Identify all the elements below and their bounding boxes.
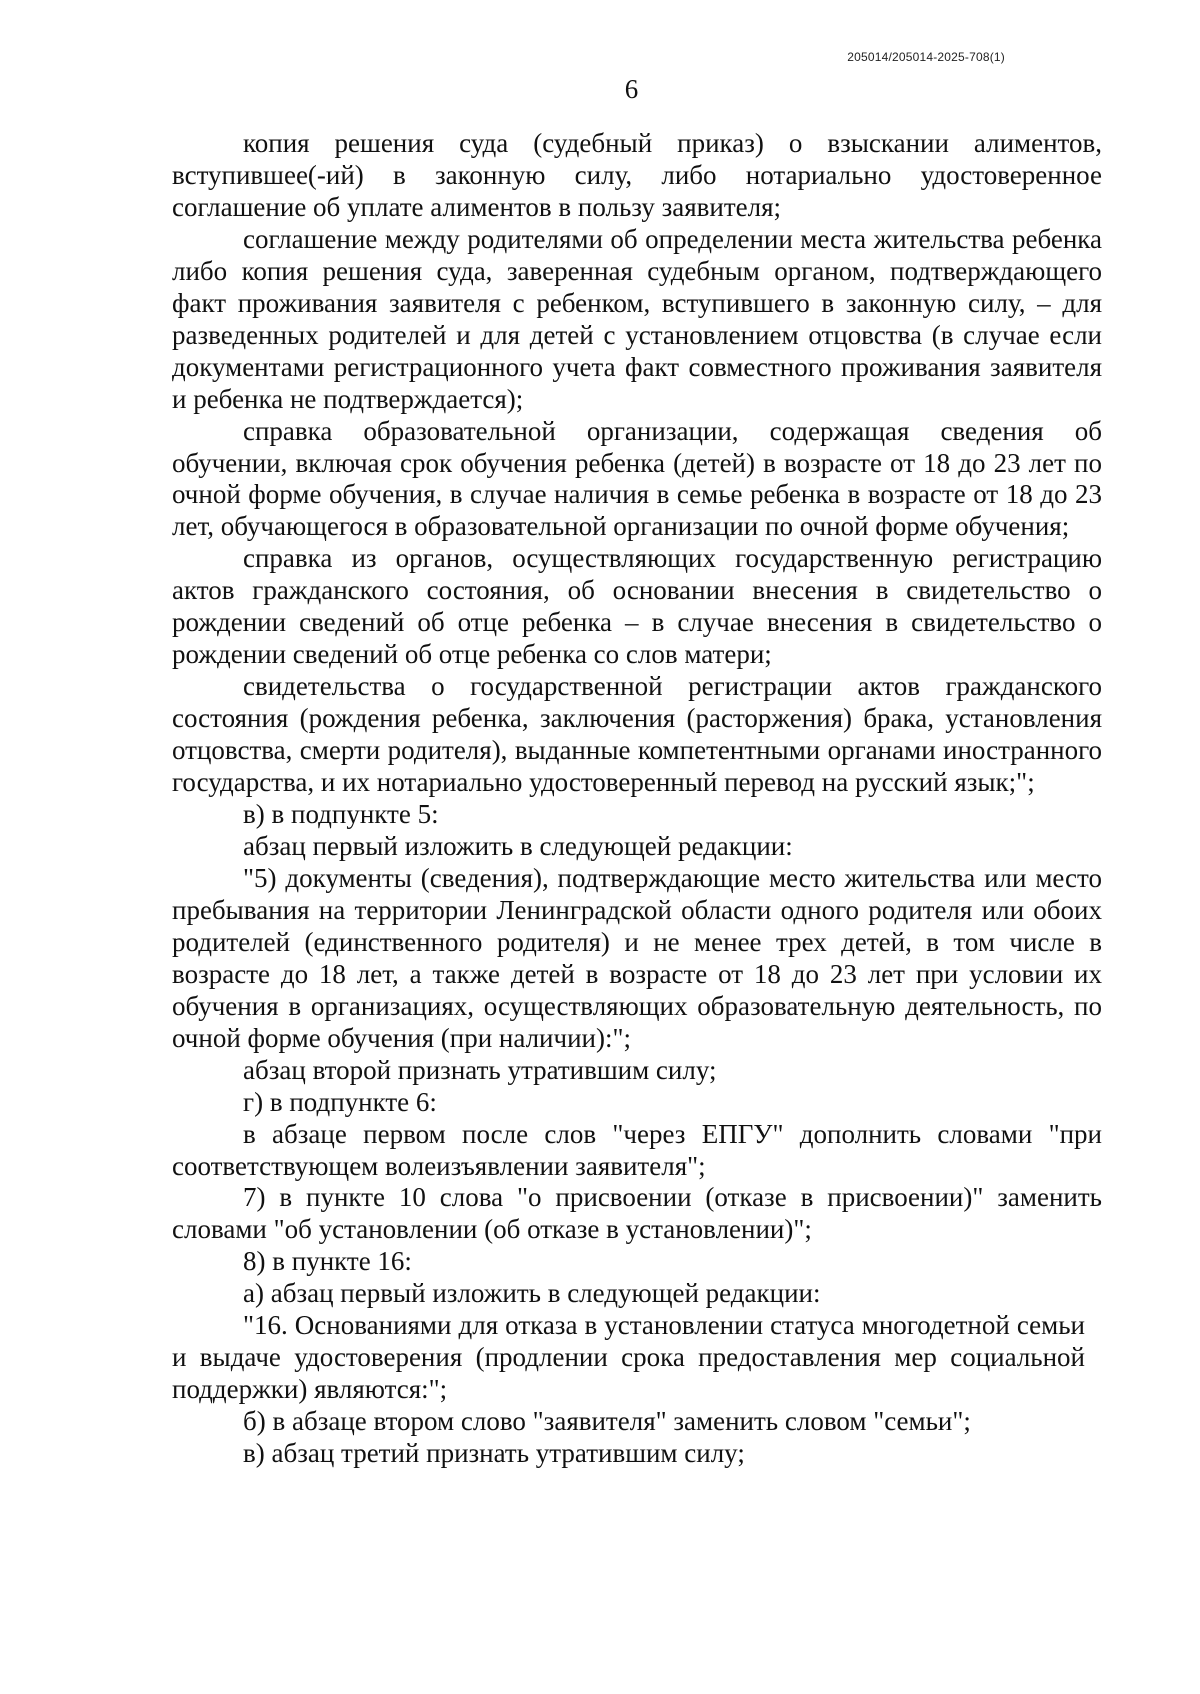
paragraph-education-certificate: справка образовательной организации, содержащая сведения об обучении, включая срок обучения ребенка (детей) в возрасте от 18 до 23 лет по очной форме обучения, в случае наличия в семье ребенка в возрасте от 18 до 23 лет, обучающегося в образовательной организации по очной форме обучения; bbox=[172, 415, 1102, 542]
paragraph-epgu-addition: в абзаце первом после слов "через ЕПГУ" дополнить словами "при соответствующем волеизъявлении заявителя"; bbox=[172, 1118, 1102, 1181]
paragraph-registry-certificate: справка из органов, осуществляющих государственную регистрацию актов гражданского состояния, об основании внесения в свидетельство о рождении сведений об отце ребенка – в случае внесения в свидетельство о рождении сведений об отце ребенка со слов матери; bbox=[172, 543, 1102, 670]
paragraph-subitem-5: в) в подпункте 5: bbox=[243, 799, 439, 830]
page-number: 6 bbox=[624, 74, 639, 104]
paragraph-alimony-copy: копия решения суда (судебный приказ) о взыскании алиментов, вступившее(-ий) в законную силу, либо нотариально удостоверенное соглашение об уплате алиментов в пользу заявителя; bbox=[172, 128, 1102, 222]
paragraph-subitem-6: г) в подпункте 6: bbox=[243, 1086, 437, 1117]
paragraph-item-16-text: "16. Основаниями для отказа в установлении статуса многодетной семьи и выдаче удостоверения (продлении срока предоставления мер социальной поддержки) являются:"; bbox=[172, 1310, 1085, 1405]
paragraph-parents-agreement: соглашение между родителями об определении места жительства ребенка либо копия решения суда, заверенная судебным органом, подтверждающего факт проживания заявителя с ребенком, вступившего в законную силу, – для разведенных родителей и для детей с установлением отцовства (в случае если документами регистрационного учета факт совместного проживания заявителя и ребенка не подтверждается); bbox=[172, 223, 1102, 414]
paragraph-first-abzac-edit: абзац первый изложить в следующей редакции: bbox=[243, 830, 793, 861]
document-id: 205014/205014-2025-708(1) bbox=[847, 50, 1005, 64]
document-body bbox=[172, 128, 1102, 1470]
paragraph-item-5-text: "5) документы (сведения), подтверждающие место жительства или место пребывания на территории Ленинградской области одного родителя или обоих родителей (единственного родителя) и не менее трех детей, в том числе в возрасте до 18 лет, а также детей в возрасте от 18 до 23 лет при условии их обучения в организациях, осуществляющих образовательную деятельность, по очной форме обучения (при наличии):"; bbox=[172, 862, 1102, 1053]
paragraph-item-16-a: а) абзац первый изложить в следующей редакции: bbox=[243, 1278, 821, 1309]
paragraph-item-16: 8) в пункте 16: bbox=[243, 1246, 412, 1277]
paragraph-foreign-certificates: свидетельства о государственной регистрации актов гражданского состояния (рождения ребенка, заключения (расторжения) брака, установления отцовства, смерти родителя), выданные компетентными органами иностранного государства, и их нотариально удостоверенный перевод на русский язык;"; bbox=[172, 671, 1102, 798]
paragraph-item-10-replace: 7) в пункте 10 слова "о присвоении (отказе в присвоении)" заменить словами "об установлении (об отказе в установлении)"; bbox=[172, 1182, 1102, 1245]
paragraph-second-abzac-void: абзац второй признать утратившим силу; bbox=[243, 1054, 717, 1085]
paragraph-item-16-b: б) в абзаце втором слово "заявителя" заменить словом "семьи"; bbox=[243, 1406, 971, 1437]
paragraph-item-16-c: в) абзац третий признать утратившим силу; bbox=[243, 1438, 745, 1469]
